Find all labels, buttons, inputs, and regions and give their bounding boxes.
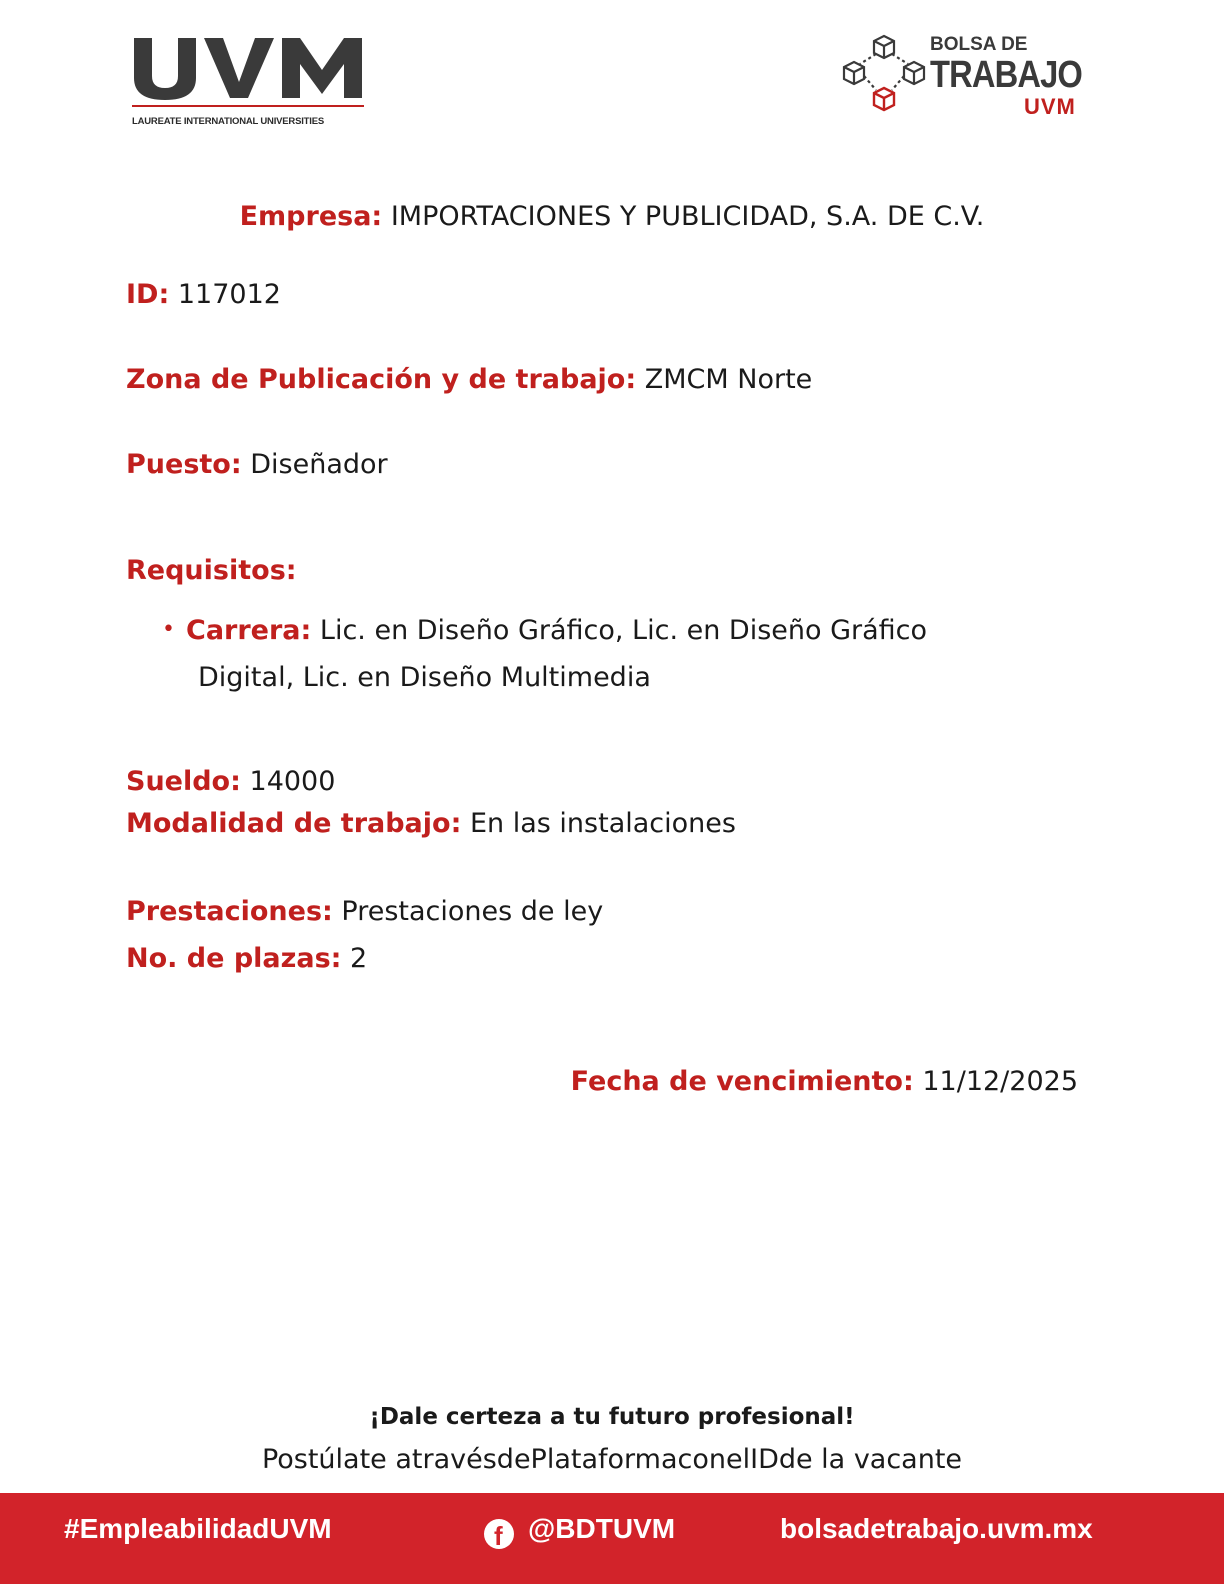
sueldo-value: 14000 xyxy=(249,766,336,797)
facebook-icon: f xyxy=(484,1519,514,1549)
modalidad-value: En las instalaciones xyxy=(469,808,736,839)
puesto-value: Diseñador xyxy=(250,449,388,480)
puesto-row xyxy=(126,448,388,482)
requisitos-label: Requisitos: xyxy=(126,555,297,586)
uvm-tagline: LAUREATE INTERNATIONAL UNIVERSITIES xyxy=(132,116,324,127)
carrera-value-line2: Digital, Lic. en Diseño Multimedia xyxy=(198,662,651,693)
requisitos-heading xyxy=(126,554,297,588)
bolsa-de-trabajo-logo xyxy=(842,32,1102,122)
fecha-value: 11/12/2025 xyxy=(922,1066,1078,1097)
prestaciones-label: Prestaciones: xyxy=(126,896,333,927)
prestaciones-row xyxy=(126,895,603,929)
uvm-logo xyxy=(132,32,366,132)
id-value: 117012 xyxy=(177,279,281,310)
empresa-label: Empresa: xyxy=(239,201,383,232)
bolsa-de-text: BOLSA DE xyxy=(930,34,1028,55)
modalidad-label: Modalidad de trabajo: xyxy=(126,808,462,839)
trabajo-text: TRABAJO xyxy=(930,54,1082,96)
plazas-label: No. de plazas: xyxy=(126,943,342,974)
sueldo-label: Sueldo: xyxy=(126,766,241,797)
hashtag-text: #EmpleabilidadUVM xyxy=(64,1513,332,1544)
id-label: ID: xyxy=(126,279,170,310)
fecha-row xyxy=(571,1065,1078,1099)
website-link[interactable]: bolsadetrabajo.uvm.mx xyxy=(780,1513,1093,1544)
fecha-label: Fecha de vencimiento: xyxy=(570,1066,914,1097)
cta-headline: ¡Dale certeza a tu futuro profesional! xyxy=(369,1404,855,1430)
uvm-logo-mark xyxy=(132,32,366,112)
carrera-row xyxy=(186,614,927,648)
uvm-red-text: UVM xyxy=(1024,94,1076,119)
id-row xyxy=(126,278,281,312)
carrera-value-line1: Lic. en Diseño Gráfico, Lic. en Diseño Gráfico xyxy=(319,615,928,646)
prestaciones-value: Prestaciones de ley xyxy=(341,896,604,927)
empresa-row xyxy=(0,200,1224,234)
carrera-label: Carrera: xyxy=(186,615,312,646)
modalidad-row xyxy=(126,807,736,841)
cubes-network-icon xyxy=(842,32,926,118)
puesto-label: Puesto: xyxy=(126,449,242,480)
zona-label: Zona de Publicación y de trabajo: xyxy=(126,364,637,395)
facebook-handle[interactable]: @BDTUVM xyxy=(528,1513,676,1544)
zona-value: ZMCM Norte xyxy=(644,364,813,395)
footer-bar xyxy=(0,1493,1224,1584)
empresa-value: IMPORTACIONES Y PUBLICIDAD, S.A. DE C.V. xyxy=(390,201,985,232)
cta-subline: Postúlate atravésdePlataformaconelIDde la vacante xyxy=(261,1444,963,1475)
sueldo-row xyxy=(126,765,335,799)
plazas-row xyxy=(126,942,367,976)
carrera-continuation xyxy=(198,661,651,695)
bullet-icon: • xyxy=(162,617,175,642)
zona-row xyxy=(126,363,812,397)
plazas-value: 2 xyxy=(350,943,368,974)
